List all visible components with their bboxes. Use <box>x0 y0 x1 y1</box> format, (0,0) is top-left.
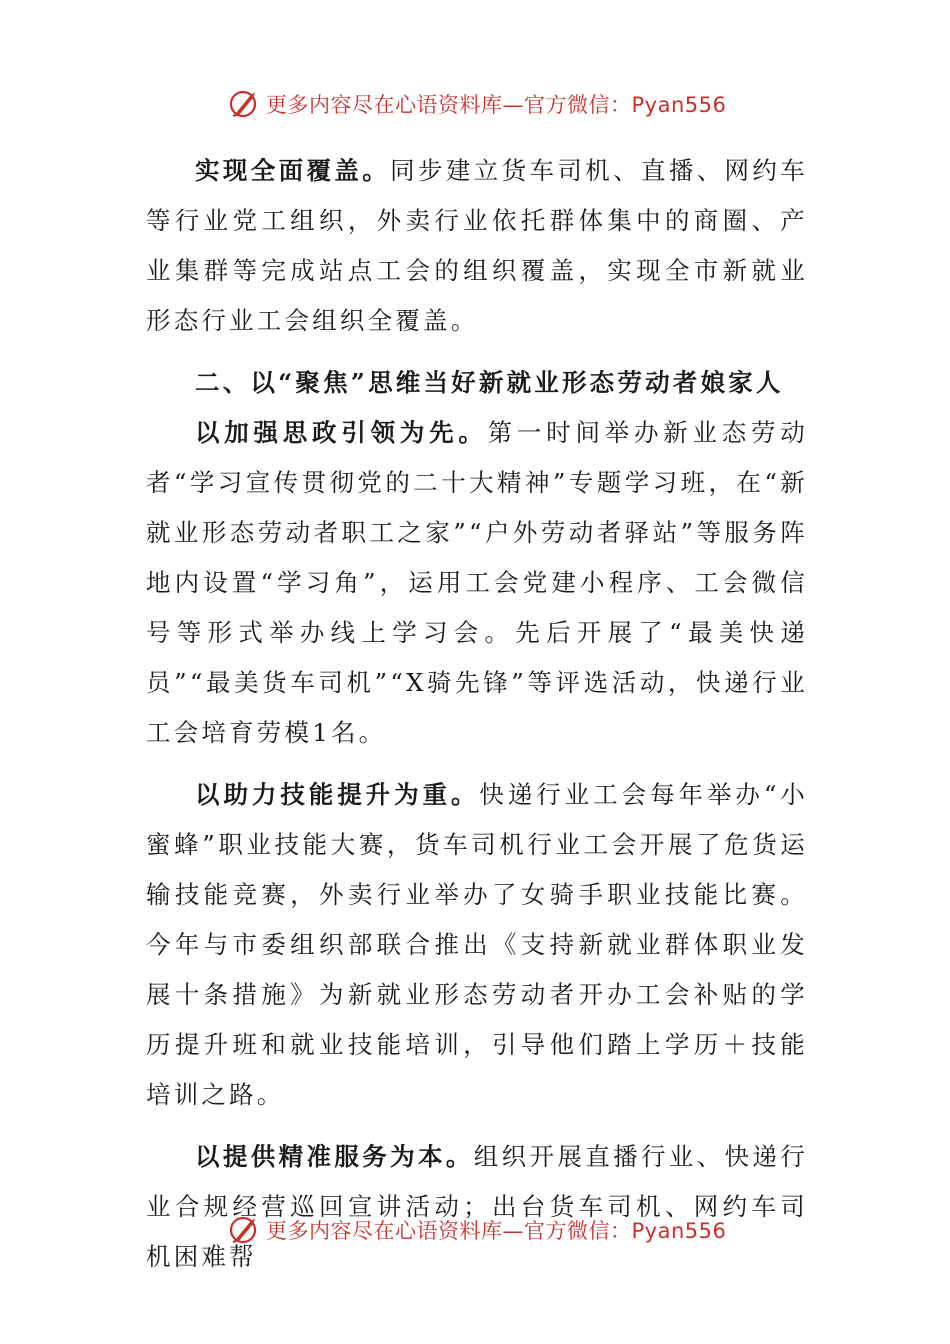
watermark-text: 更多内容尽在心语资料库—官方微信：Pyan556 <box>266 1219 727 1243</box>
paragraph-lead: 以加强思政引领为先。 <box>195 418 488 447</box>
paragraph-body: 组织开展直播行业、快递行业合规经营巡回宣讲活动；出台货车司机、网约车司机困难帮 <box>146 1142 808 1271</box>
paragraph-body: 同步建立货车司机、直播、网约车等行业党工组织，外卖行业依托群体集中的商圈、产业集群等完成站点工会的组织覆盖，实现全市新就业形态行业工会组织全覆盖。 <box>146 156 809 335</box>
footer-watermark <box>228 1210 726 1250</box>
paragraph-body: 第一时间举办新业态劳动者“学习宣传贯彻党的二十大精神”专题学习班，在“新就业形态劳动者职工之家”“户外劳动者驿站”等服务阵地内设置“学习角”，运用工会党建小程序、工会微信号等形式举办线上学习会。先后开展了“最美快递员”“最美货车司机”“X骑先锋”等评选活动，快递行业工会培育劳模1名。 <box>146 418 809 747</box>
paragraph-lead: 实现全面覆盖。 <box>195 156 391 185</box>
paragraph-body: 快递行业工会每年举办“小蜜蜂”职业技能大赛，货车司机行业工会开展了危货运输技能竞赛，外卖行业举办了女骑手职业技能比赛。今年与市委组织部联合推出《支持新就业群体职业发展十条措施》为新就业形态劳动者开办工会补贴的学历提升班和就业技能培训，引导他们踏上学历＋技能培训之路。 <box>146 780 808 1109</box>
paragraph-services <box>146 1132 808 1282</box>
paragraph-ideology <box>146 408 808 758</box>
paragraph-lead: 以助力技能提升为重。 <box>195 780 480 809</box>
document-body <box>146 146 808 1282</box>
pen-in-circle-icon <box>228 87 262 121</box>
pen-in-circle-icon <box>228 1213 262 1247</box>
paragraph-full-coverage <box>146 146 808 346</box>
section-heading: 二、以“聚焦”思维当好新就业形态劳动者娘家人 <box>195 368 784 397</box>
header-watermark <box>228 84 726 124</box>
paragraph-skills <box>146 770 808 1120</box>
watermark-text: 更多内容尽在心语资料库—官方微信：Pyan556 <box>266 93 727 117</box>
paragraph-lead: 以提供精准服务为本。 <box>195 1142 474 1171</box>
